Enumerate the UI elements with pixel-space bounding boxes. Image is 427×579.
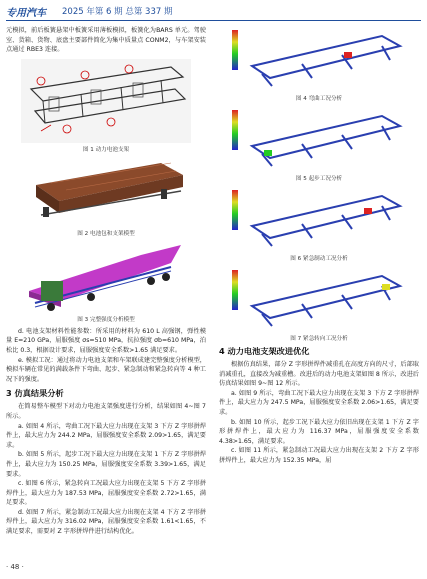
- figure-5-caption: 图 5 起步工况分析: [295, 176, 343, 182]
- figure-1-drawing: [21, 59, 191, 143]
- left-para-5: a. 如图 4 所示，弯曲工况下最大应力出现在支架 3 下方 Z 字形拼焊件上，最大应力为 244.2 MPa，屈服强度安全系数 2.09>1.65，满足要求。: [6, 422, 206, 449]
- figure-3-drawing: [21, 241, 191, 313]
- figure-2-battery-model: [21, 157, 191, 227]
- section-4-title: 4 动力电池支架改进优化: [219, 346, 310, 356]
- figure-1-caption: 图 1 动力电池支架: [82, 146, 130, 153]
- figure-2-drawing: [21, 157, 191, 227]
- issue-info: 2025 年第 6 期 总第 337 期: [62, 7, 173, 17]
- figure-6-caption: 图 6 紧急制动工况分析: [290, 256, 348, 262]
- figure-4-drawing: [232, 26, 407, 92]
- figure-7-drawing: [232, 266, 407, 332]
- figure-2-caption: 图 2 电池包和支架模型: [77, 230, 135, 237]
- left-para-1: 元模拟，前后板簧悬架中板簧采用薄板模拟，板簧化为BARS 单元。驾驶室、货箱、货物、底盘主要部件简化为集中质量点 CONM2，与车架安装点通过 RBE3 连接。: [6, 27, 206, 54]
- figure-1-battery-bracket: [21, 59, 191, 143]
- right-para-2: a. 如图 9 所示，弯曲工况下最大应力出现在支架 3 下方 Z 字形拼焊件上，最大应力为 247.5 MPa，屈服强度安全系数 2.06>1.65，满足要求。: [219, 389, 419, 416]
- left-para-2: d. 电池支架材料性能参数：所采用的材料为 610 L 高强钢，弹性模量 E=210 GPa，屈服强度 σs=510 MPa，抗拉强度 σb=610 MPa，泊松比 0.3，根据设计要求，屈服强度安全系数>1.65 满足要求。: [6, 327, 206, 354]
- left-para-7: c. 如图 6 所示，紧急转向工况最大应力出现在支架 5 下方 Z 字形拼焊件上，最大应力为 187.53 MPa，屈服强度安全系数 2.72>1.65，满足要求。: [6, 480, 206, 507]
- figure-5-drawing: [232, 106, 407, 172]
- figure-4-bending-analysis: [232, 26, 407, 92]
- left-para-8: d. 如图 7 所示，紧急制动工况最大应力出现在支架 4 下方 Z 字形拼焊件上，最大应力为 316.02 MPa，屈服强度安全系数 1.61<1.65，不满足要求，需要对 Z 字形拼焊件进行结构优化。: [6, 508, 206, 536]
- journal-logo: 专用汽车: [6, 8, 46, 19]
- right-para-4: c. 如图 11 所示，紧急制动工况最大应力出现在支架 2 下方 Z 字形拼焊件上，最大应力为 152.35 MPa，屈: [219, 447, 419, 464]
- left-para-4: 在简易整车模型下对动力电池支架强度进行分析，结果如图 4~图 7 所示。: [6, 403, 206, 420]
- left-para-6: b. 如图 5 所示，起步工况下最大应力出现在支架 1 下方 Z 字形拼焊件上，最大应力为 150.25 MPa，屈服强度安全系数 3.39>1.65，满足要求。: [6, 451, 206, 478]
- section-3-title: 3 仿真结果分析: [6, 388, 64, 399]
- right-column: [219, 26, 419, 466]
- figure-4-caption: 图 4 弯曲工况分析: [295, 96, 343, 102]
- figure-3-full-model: [21, 241, 191, 313]
- figure-6-drawing: [232, 186, 407, 252]
- figure-5-startup-analysis: [232, 106, 407, 172]
- figure-7-caption: 图 7 紧急转向工况分析: [290, 336, 348, 342]
- figure-3-caption: 图 3 完整强度分析模型: [77, 316, 135, 323]
- header-rule: [6, 20, 421, 21]
- right-para-3: b. 如图 10 所示，起步工况下最大应力依旧出现在支架 1 下方 Z 字形拼焊件上，最大应力为 116.37 MPa，屈服强度安全系数 4.38>1.65，满足要求。: [219, 418, 419, 445]
- left-column: [6, 26, 206, 537]
- left-para-3: e. 模拟工况：通过将动力电池支架和车架联成建完整强度分析模型，模拟车辆在常见的满载条件下弯曲、起步、紧急制动和紧急转向等 4 种工况下的强度。: [6, 356, 206, 383]
- figure-6-braking-analysis: [232, 186, 407, 252]
- page-number: · 48 ·: [6, 563, 24, 571]
- figure-7-steering-analysis: [232, 266, 407, 332]
- right-para-1: 根据仿真结果，部分 Z 字形拼焊件减重孔在高度方向的尺寸，后部取消减重孔，直接改为减重槽。改进后的动力电池支架如图 8 所示，改进后仿真结果如图 9~图 12 所示。: [219, 361, 419, 388]
